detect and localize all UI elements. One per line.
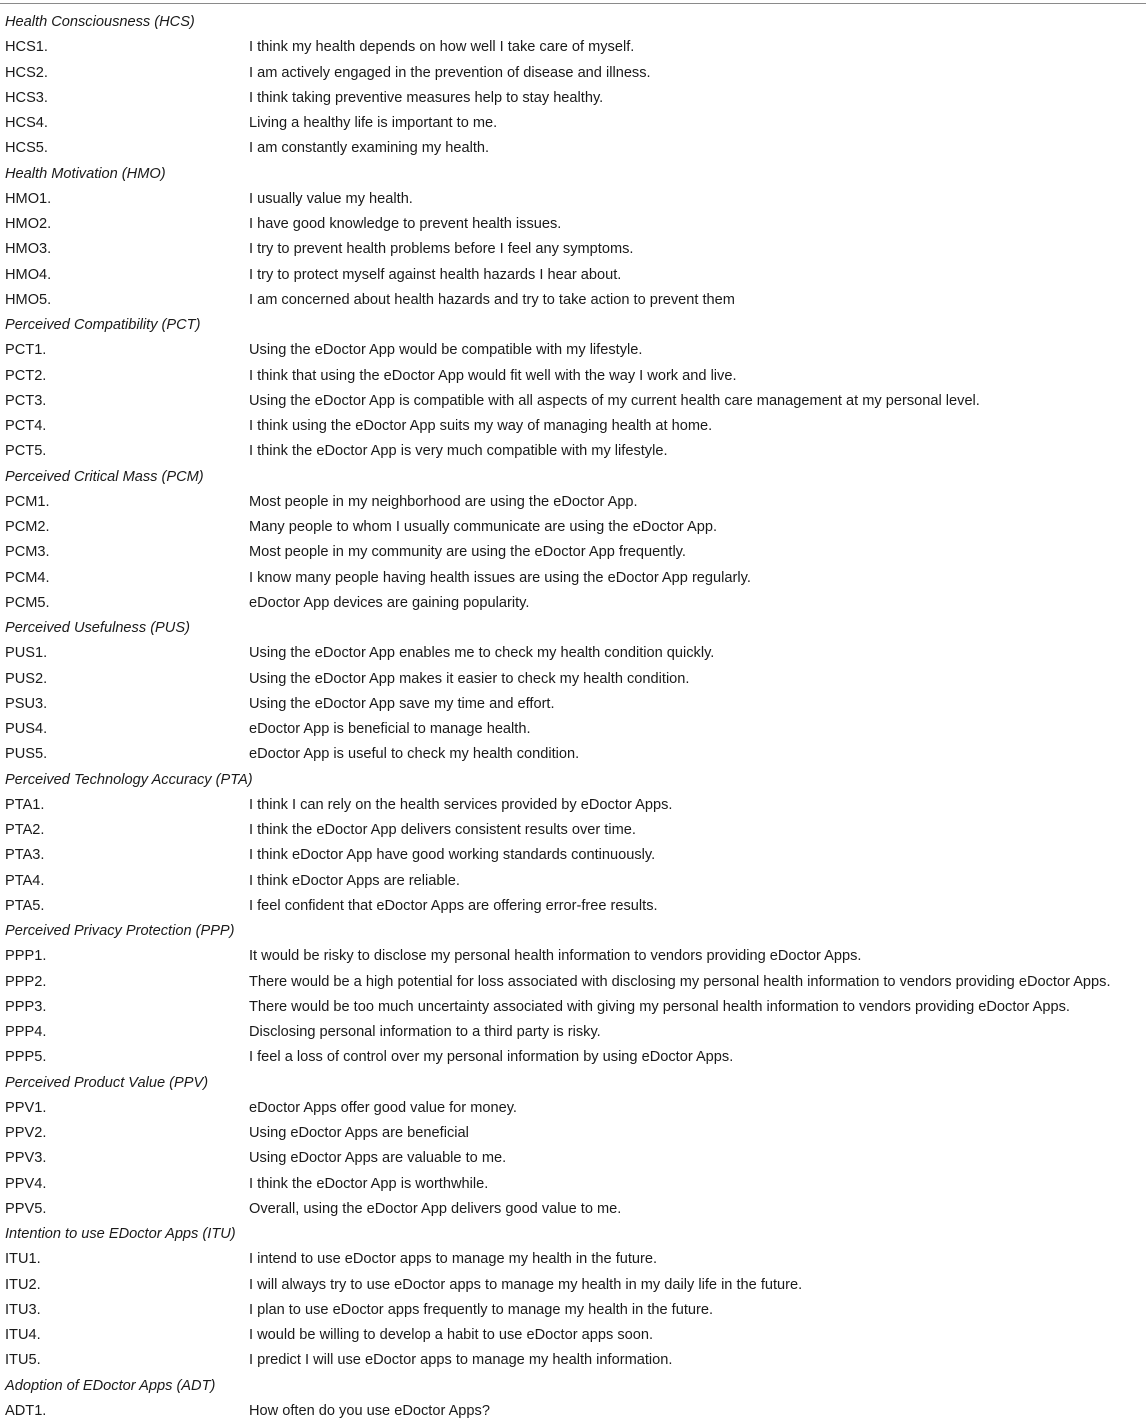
item-code: PPP4. bbox=[5, 1024, 47, 1040]
table-row bbox=[0, 1273, 1146, 1298]
item-statement: I think eDoctor Apps are reliable. bbox=[249, 872, 460, 889]
table-row bbox=[0, 212, 1146, 237]
item-code: HCS4. bbox=[5, 115, 48, 131]
item-code: PTA5. bbox=[5, 897, 45, 914]
table-row bbox=[0, 1146, 1146, 1171]
item-statement: I think eDoctor App have good working standards continuously. bbox=[249, 847, 656, 864]
item-statement: I think that using the eDoctor App would fit well with the way I work and live. bbox=[249, 367, 737, 384]
table-row bbox=[0, 364, 1146, 389]
table-row bbox=[0, 490, 1146, 515]
table-row bbox=[0, 61, 1146, 86]
top-rule bbox=[0, 3, 1146, 4]
table-row bbox=[0, 136, 1146, 161]
item-code: ITU4. bbox=[5, 1327, 41, 1343]
item-code: PTA1. bbox=[5, 796, 45, 813]
table-row bbox=[0, 641, 1146, 666]
table-row bbox=[0, 717, 1146, 742]
table-row bbox=[0, 818, 1146, 843]
item-code: PTA3. bbox=[5, 847, 45, 864]
section-heading: Adoption of EDoctor Apps (ADT) bbox=[5, 1377, 216, 1394]
item-statement: I would be willing to develop a habit to use eDoctor apps soon. bbox=[249, 1327, 654, 1343]
item-code: PPV5. bbox=[5, 1200, 47, 1217]
item-code: PSU3. bbox=[5, 695, 48, 712]
table-row bbox=[0, 1172, 1146, 1197]
item-code: PPV2. bbox=[5, 1125, 47, 1141]
item-statement: I think the eDoctor App is worthwhile. bbox=[249, 1175, 489, 1192]
item-code: PCT5. bbox=[5, 443, 47, 460]
item-code: ITU1. bbox=[5, 1251, 41, 1268]
item-code: PCT4. bbox=[5, 418, 47, 434]
item-statement: Living a healthy life is important to me. bbox=[249, 115, 498, 131]
table-row bbox=[0, 742, 1146, 767]
item-statement: eDoctor App is useful to check my health condition. bbox=[249, 746, 580, 763]
item-statement: I intend to use eDoctor apps to manage my health in the future. bbox=[249, 1251, 658, 1268]
item-code: ITU2. bbox=[5, 1276, 41, 1293]
table-row bbox=[0, 1096, 1146, 1121]
item-code: PCM2. bbox=[5, 519, 50, 535]
item-code: HCS5. bbox=[5, 140, 48, 157]
table-row bbox=[0, 1121, 1146, 1146]
item-code: PUS2. bbox=[5, 670, 48, 687]
item-code: PPP5. bbox=[5, 1049, 47, 1066]
item-code: HCS1. bbox=[5, 39, 48, 56]
item-code: PPP3. bbox=[5, 998, 47, 1015]
item-code: PPP2. bbox=[5, 973, 47, 990]
item-code: PUS1. bbox=[5, 645, 48, 662]
item-statement: I know many people having health issues are using the eDoctor App regularly. bbox=[249, 569, 751, 586]
item-code: PPP1. bbox=[5, 948, 47, 965]
table-row bbox=[0, 414, 1146, 439]
table-row bbox=[0, 692, 1146, 717]
item-statement: I try to prevent health problems before I feel any symptoms. bbox=[249, 241, 634, 258]
section-heading: Perceived Critical Mass (PCM) bbox=[5, 468, 204, 485]
item-statement: I feel a loss of control over my personal information by using eDoctor Apps. bbox=[249, 1049, 734, 1066]
table-row bbox=[0, 389, 1146, 414]
item-code: PCM3. bbox=[5, 544, 50, 561]
item-statement: I try to protect myself against health hazards I hear about. bbox=[249, 266, 622, 283]
item-statement: I think using the eDoctor App suits my way of managing health at home. bbox=[249, 418, 713, 434]
table-row bbox=[0, 1247, 1146, 1272]
item-statement: I have good knowledge to prevent health issues. bbox=[249, 216, 562, 232]
item-statement: Using eDoctor Apps are beneficial bbox=[249, 1125, 469, 1141]
table-row bbox=[0, 111, 1146, 136]
item-statement: There would be a high potential for loss associated with disclosing my personal health information to vendors providing eDoctor Apps. bbox=[249, 973, 1111, 990]
item-code: PTA4. bbox=[5, 872, 45, 889]
item-statement: Using the eDoctor App is compatible with all aspects of my current health care management at my personal level. bbox=[249, 392, 980, 409]
table-row bbox=[0, 843, 1146, 868]
section-heading: Perceived Privacy Protection (PPP) bbox=[5, 923, 235, 939]
item-statement: How often do you use eDoctor Apps? bbox=[249, 1402, 490, 1419]
item-statement: There would be too much uncertainty associated with giving my personal health information to vendors providing eDoctor Apps. bbox=[249, 998, 1070, 1015]
item-code: HMO2. bbox=[5, 216, 52, 232]
section-heading: Health Motivation (HMO) bbox=[5, 165, 166, 182]
table-row bbox=[0, 591, 1146, 616]
section-heading: Perceived Technology Accuracy (PTA) bbox=[5, 771, 253, 788]
section-heading: Perceived Product Value (PPV) bbox=[5, 1074, 209, 1091]
item-code: PTA2. bbox=[5, 822, 45, 838]
item-statement: I am concerned about health hazards and try to take action to prevent them bbox=[249, 291, 735, 308]
table-row bbox=[0, 970, 1146, 995]
item-statement: I think I can rely on the health services provided by eDoctor Apps. bbox=[249, 796, 673, 813]
table-row bbox=[0, 1045, 1146, 1070]
table-row bbox=[0, 793, 1146, 818]
table-row bbox=[0, 439, 1146, 464]
item-statement: I feel confident that eDoctor Apps are offering error-free results. bbox=[249, 897, 658, 914]
item-statement: Most people in my community are using the eDoctor App frequently. bbox=[249, 544, 686, 561]
section-heading: Perceived Compatibility (PCT) bbox=[5, 317, 201, 333]
item-statement: eDoctor App devices are gaining popularity. bbox=[249, 594, 530, 611]
item-statement: I think the eDoctor App delivers consistent results over time. bbox=[249, 822, 636, 838]
section-heading: Intention to use EDoctor Apps (ITU) bbox=[5, 1226, 236, 1242]
item-code: PPV1. bbox=[5, 1099, 47, 1116]
table-row bbox=[0, 515, 1146, 540]
item-statement: I think the eDoctor App is very much compatible with my lifestyle. bbox=[249, 443, 668, 460]
item-code: PCT3. bbox=[5, 392, 47, 409]
table-row bbox=[0, 86, 1146, 111]
item-statement: It would be risky to disclose my personal health information to vendors providing eDoctor Apps. bbox=[249, 948, 862, 965]
item-statement: I think my health depends on how well I take care of myself. bbox=[249, 39, 635, 56]
item-statement: Overall, using the eDoctor App delivers good value to me. bbox=[249, 1200, 622, 1217]
table-row bbox=[0, 1298, 1146, 1323]
table-row bbox=[0, 237, 1146, 262]
item-code: HMO1. bbox=[5, 190, 52, 207]
table-row bbox=[0, 894, 1146, 919]
item-statement: Disclosing personal information to a third party is risky. bbox=[249, 1024, 601, 1040]
table-row bbox=[0, 540, 1146, 565]
item-code: PUS4. bbox=[5, 721, 48, 737]
item-code: ITU3. bbox=[5, 1301, 41, 1318]
table-row bbox=[0, 1348, 1146, 1373]
item-statement: Many people to whom I usually communicate are using the eDoctor App. bbox=[249, 519, 718, 535]
table-row bbox=[0, 1323, 1146, 1348]
item-statement: Most people in my neighborhood are using the eDoctor App. bbox=[249, 493, 638, 510]
item-code: HCS3. bbox=[5, 89, 48, 106]
item-code: HMO3. bbox=[5, 241, 52, 258]
item-statement: I predict I will use eDoctor apps to manage my health information. bbox=[249, 1352, 673, 1369]
item-code: PPV4. bbox=[5, 1175, 47, 1192]
item-statement: eDoctor Apps offer good value for money. bbox=[249, 1099, 517, 1116]
table-row bbox=[0, 869, 1146, 894]
table-row bbox=[0, 944, 1146, 969]
item-statement: I usually value my health. bbox=[249, 190, 413, 207]
item-code: PPV3. bbox=[5, 1150, 47, 1167]
table-row bbox=[0, 338, 1146, 363]
table-row bbox=[0, 35, 1146, 60]
item-code: HMO4. bbox=[5, 266, 52, 283]
table-row bbox=[0, 1197, 1146, 1222]
item-statement: Using the eDoctor App would be compatible with my lifestyle. bbox=[249, 342, 643, 359]
table-row bbox=[0, 566, 1146, 591]
item-statement: I plan to use eDoctor apps frequently to manage my health in the future. bbox=[249, 1301, 714, 1318]
table-row bbox=[0, 1020, 1146, 1045]
table-row bbox=[0, 288, 1146, 313]
item-code: HCS2. bbox=[5, 64, 48, 81]
item-statement: eDoctor App is beneficial to manage health. bbox=[249, 721, 531, 737]
item-statement: I will always try to use eDoctor apps to manage my health in my daily life in the future. bbox=[249, 1276, 803, 1293]
questionnaire-table bbox=[0, 10, 1146, 1424]
item-code: PCT1. bbox=[5, 342, 47, 359]
item-statement: I am actively engaged in the prevention of disease and illness. bbox=[249, 64, 651, 81]
table-row bbox=[0, 263, 1146, 288]
item-code: PCT2. bbox=[5, 367, 47, 384]
item-statement: Using the eDoctor App save my time and effort. bbox=[249, 695, 555, 712]
section-heading: Perceived Usefulness (PUS) bbox=[5, 620, 190, 636]
item-code: PCM5. bbox=[5, 594, 50, 611]
section-heading: Health Consciousness (HCS) bbox=[5, 14, 195, 30]
table-row bbox=[0, 667, 1146, 692]
table-row bbox=[0, 995, 1146, 1020]
item-code: PCM4. bbox=[5, 569, 50, 586]
item-statement: I think taking preventive measures help to stay healthy. bbox=[249, 89, 604, 106]
item-code: HMO5. bbox=[5, 291, 52, 308]
item-code: ITU5. bbox=[5, 1352, 41, 1369]
item-code: ADT1. bbox=[5, 1402, 47, 1419]
item-statement: Using the eDoctor App makes it easier to check my health condition. bbox=[249, 670, 690, 687]
table-row bbox=[0, 187, 1146, 212]
table-row bbox=[0, 1399, 1146, 1424]
item-code: PUS5. bbox=[5, 746, 48, 763]
item-statement: Using eDoctor Apps are valuable to me. bbox=[249, 1150, 507, 1167]
item-code: PCM1. bbox=[5, 493, 50, 510]
item-statement: Using the eDoctor App enables me to check my health condition quickly. bbox=[249, 645, 715, 662]
item-statement: I am constantly examining my health. bbox=[249, 140, 490, 157]
